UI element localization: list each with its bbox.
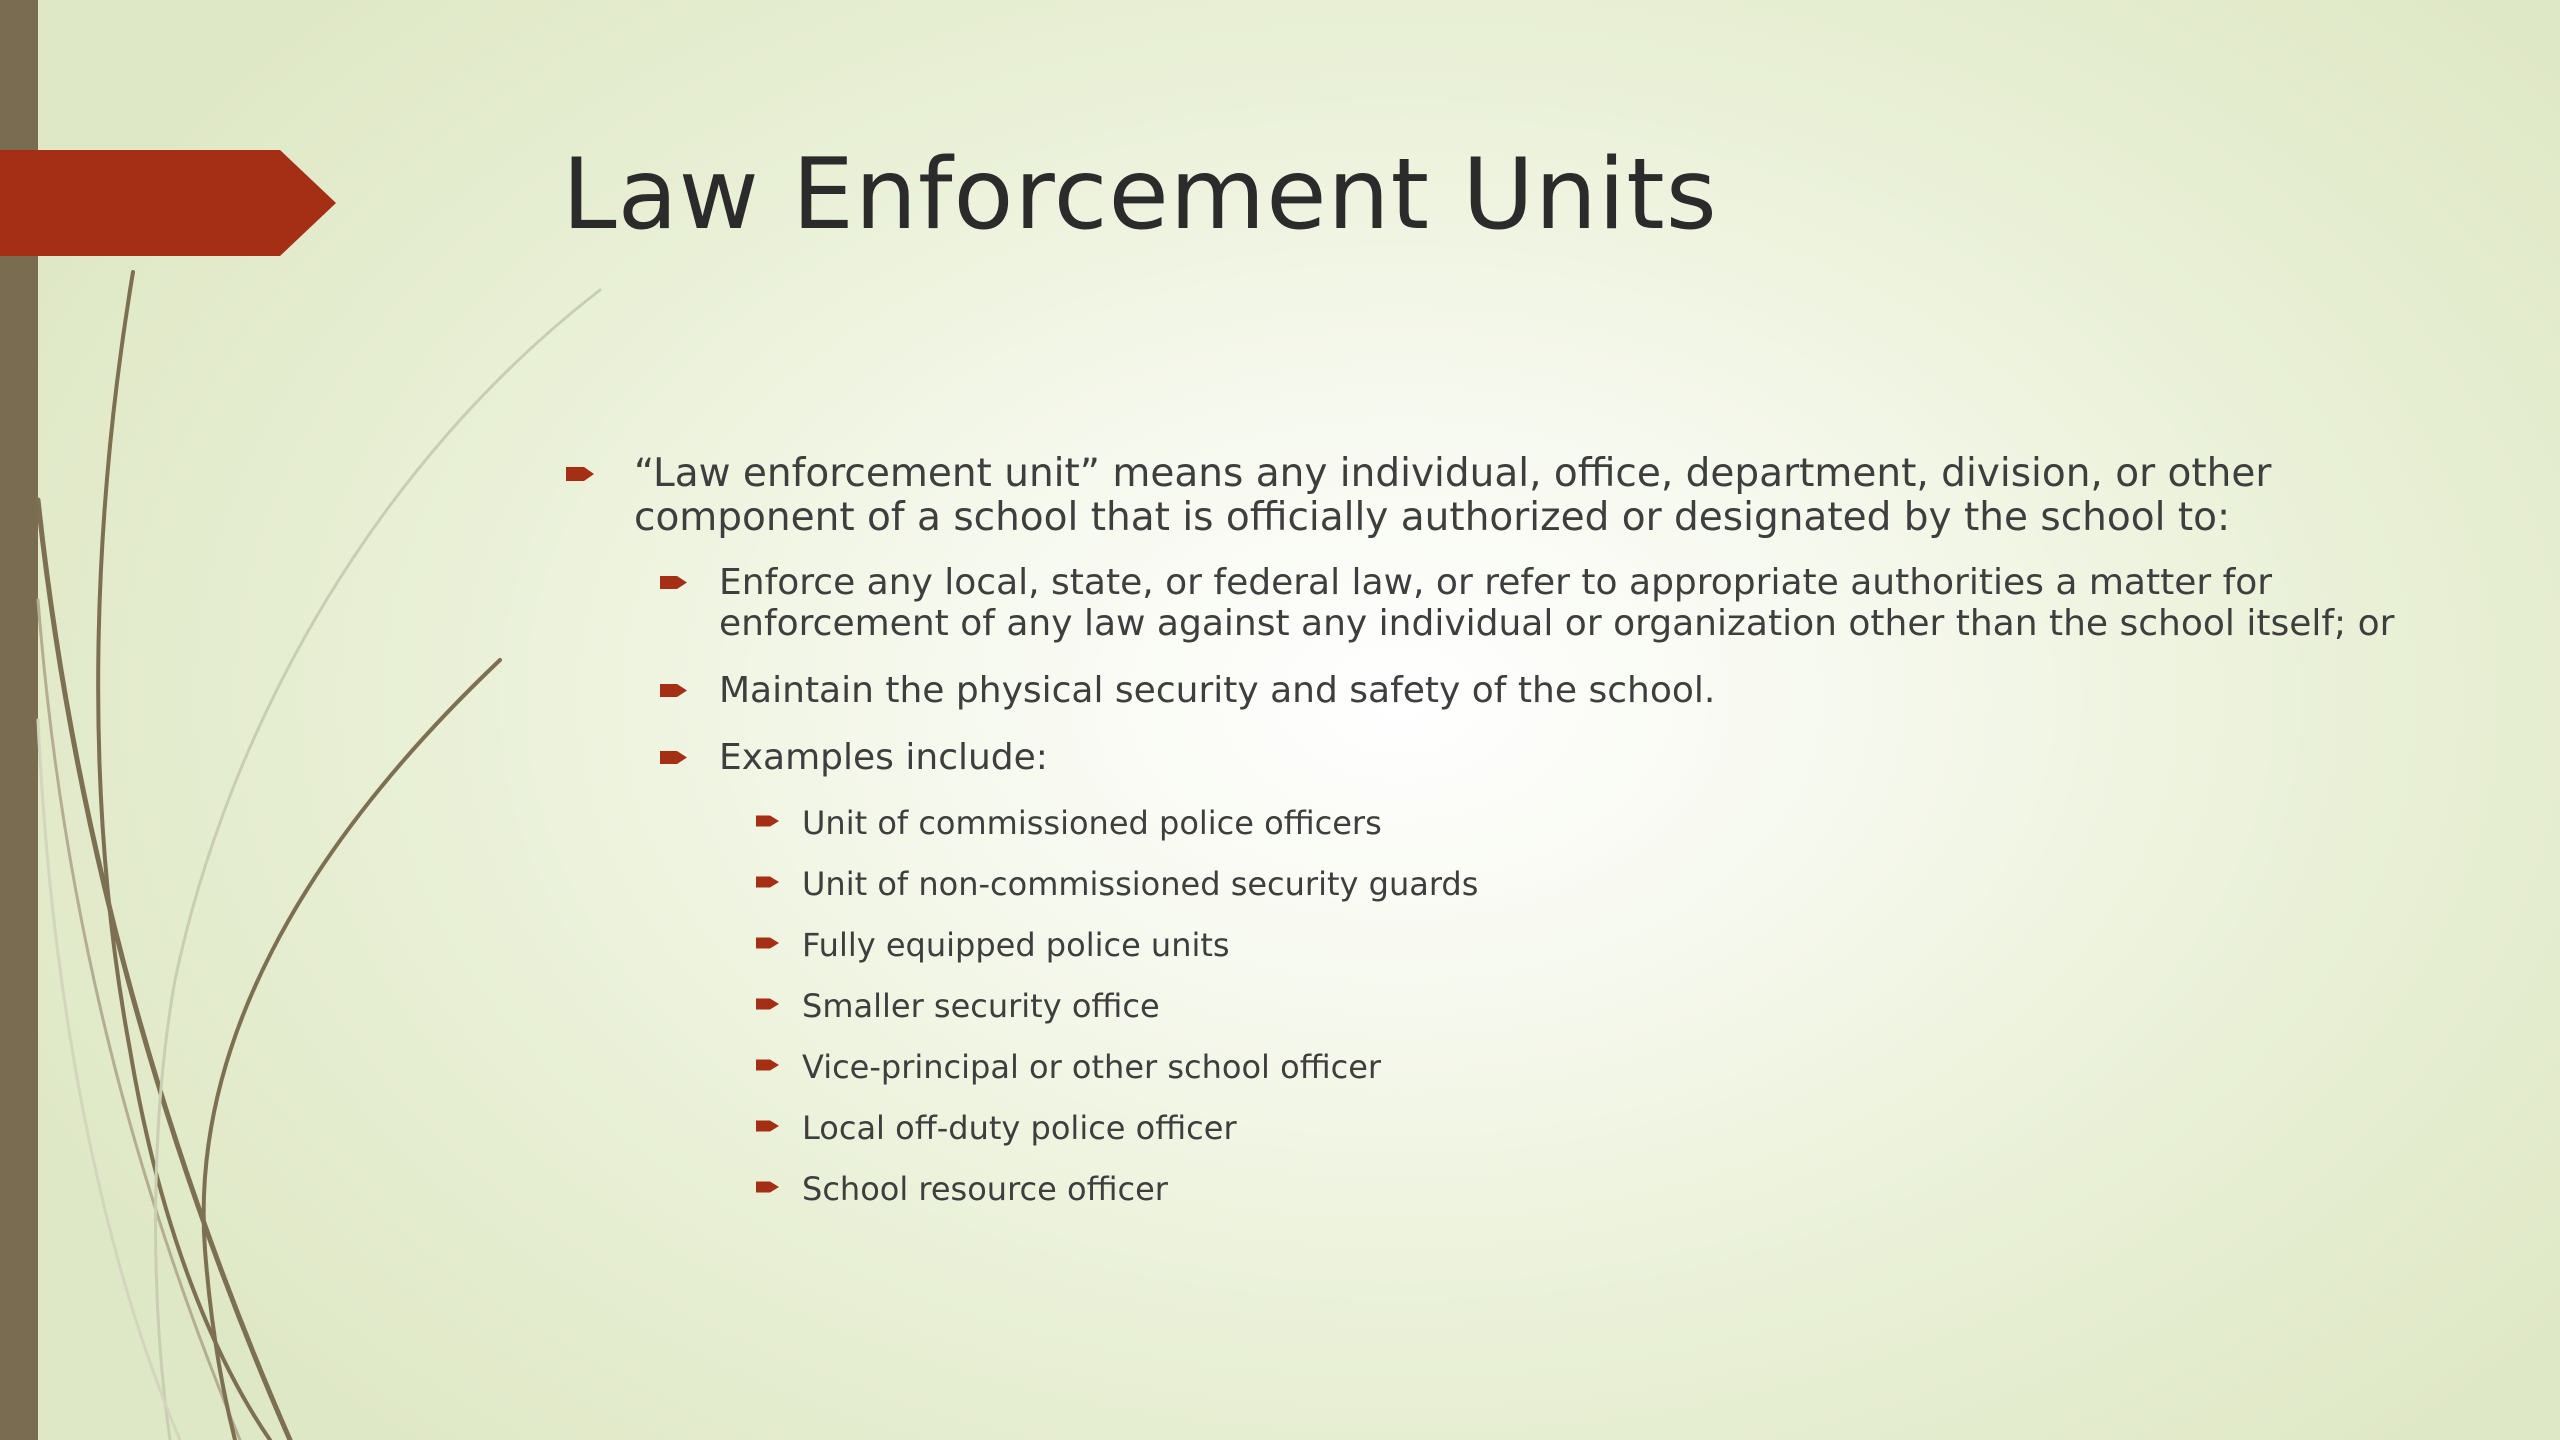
example-text: Unit of non-commissioned security guards — [802, 865, 1479, 903]
slide-title: Law Enforcement Units — [562, 138, 1718, 252]
sub-item-text: Enforce any local, state, or federal law, or refer to appropriate authorities a matter for enforcement of any law against any individual or organization other than the school itself; or — [719, 562, 2395, 644]
example-item — [756, 804, 2480, 842]
arrow-bullet-icon — [756, 935, 788, 957]
example-item — [756, 1109, 2480, 1147]
slide-content — [560, 452, 2480, 1231]
example-item — [756, 926, 2480, 964]
arrow-bullet-icon — [566, 464, 598, 486]
arrow-bullet-icon — [660, 748, 692, 770]
example-text: Fully equipped police units — [802, 926, 1230, 964]
example-item — [756, 1048, 2480, 1086]
sub-item-text: Examples include: — [719, 737, 1048, 778]
arrow-bullet-icon — [756, 1179, 788, 1201]
arrow-bullet-icon — [756, 813, 788, 835]
example-text: School resource officer — [802, 1170, 1168, 1208]
example-text: Unit of commissioned police officers — [802, 804, 1382, 842]
arrow-bullet-icon — [756, 996, 788, 1018]
arrow-bullet-icon — [756, 1118, 788, 1140]
sub-item-examples — [660, 737, 2480, 778]
example-text: Local off-duty police officer — [802, 1109, 1237, 1147]
sub-item-enforce — [660, 562, 2480, 644]
sub-item-text: Maintain the physical security and safety of the school. — [719, 670, 1716, 711]
arrow-bullet-icon — [756, 874, 788, 896]
definition-bullet — [560, 452, 2480, 540]
arrow-bullet-icon — [660, 573, 692, 595]
example-item — [756, 865, 2480, 903]
arrow-bullet-icon — [756, 1057, 788, 1079]
title-accent-flag — [0, 150, 336, 256]
example-text: Smaller security office — [802, 987, 1160, 1025]
definition-text: “Law enforcement unit” means any individual, office, department, division, or other component of a school that is officially authorized or designated by the school to: — [634, 451, 2272, 540]
arrow-bullet-icon — [660, 681, 692, 703]
example-item — [756, 1170, 2480, 1208]
example-text: Vice-principal or other school officer — [802, 1048, 1382, 1086]
sub-item-maintain — [660, 670, 2480, 711]
example-item — [756, 987, 2480, 1025]
